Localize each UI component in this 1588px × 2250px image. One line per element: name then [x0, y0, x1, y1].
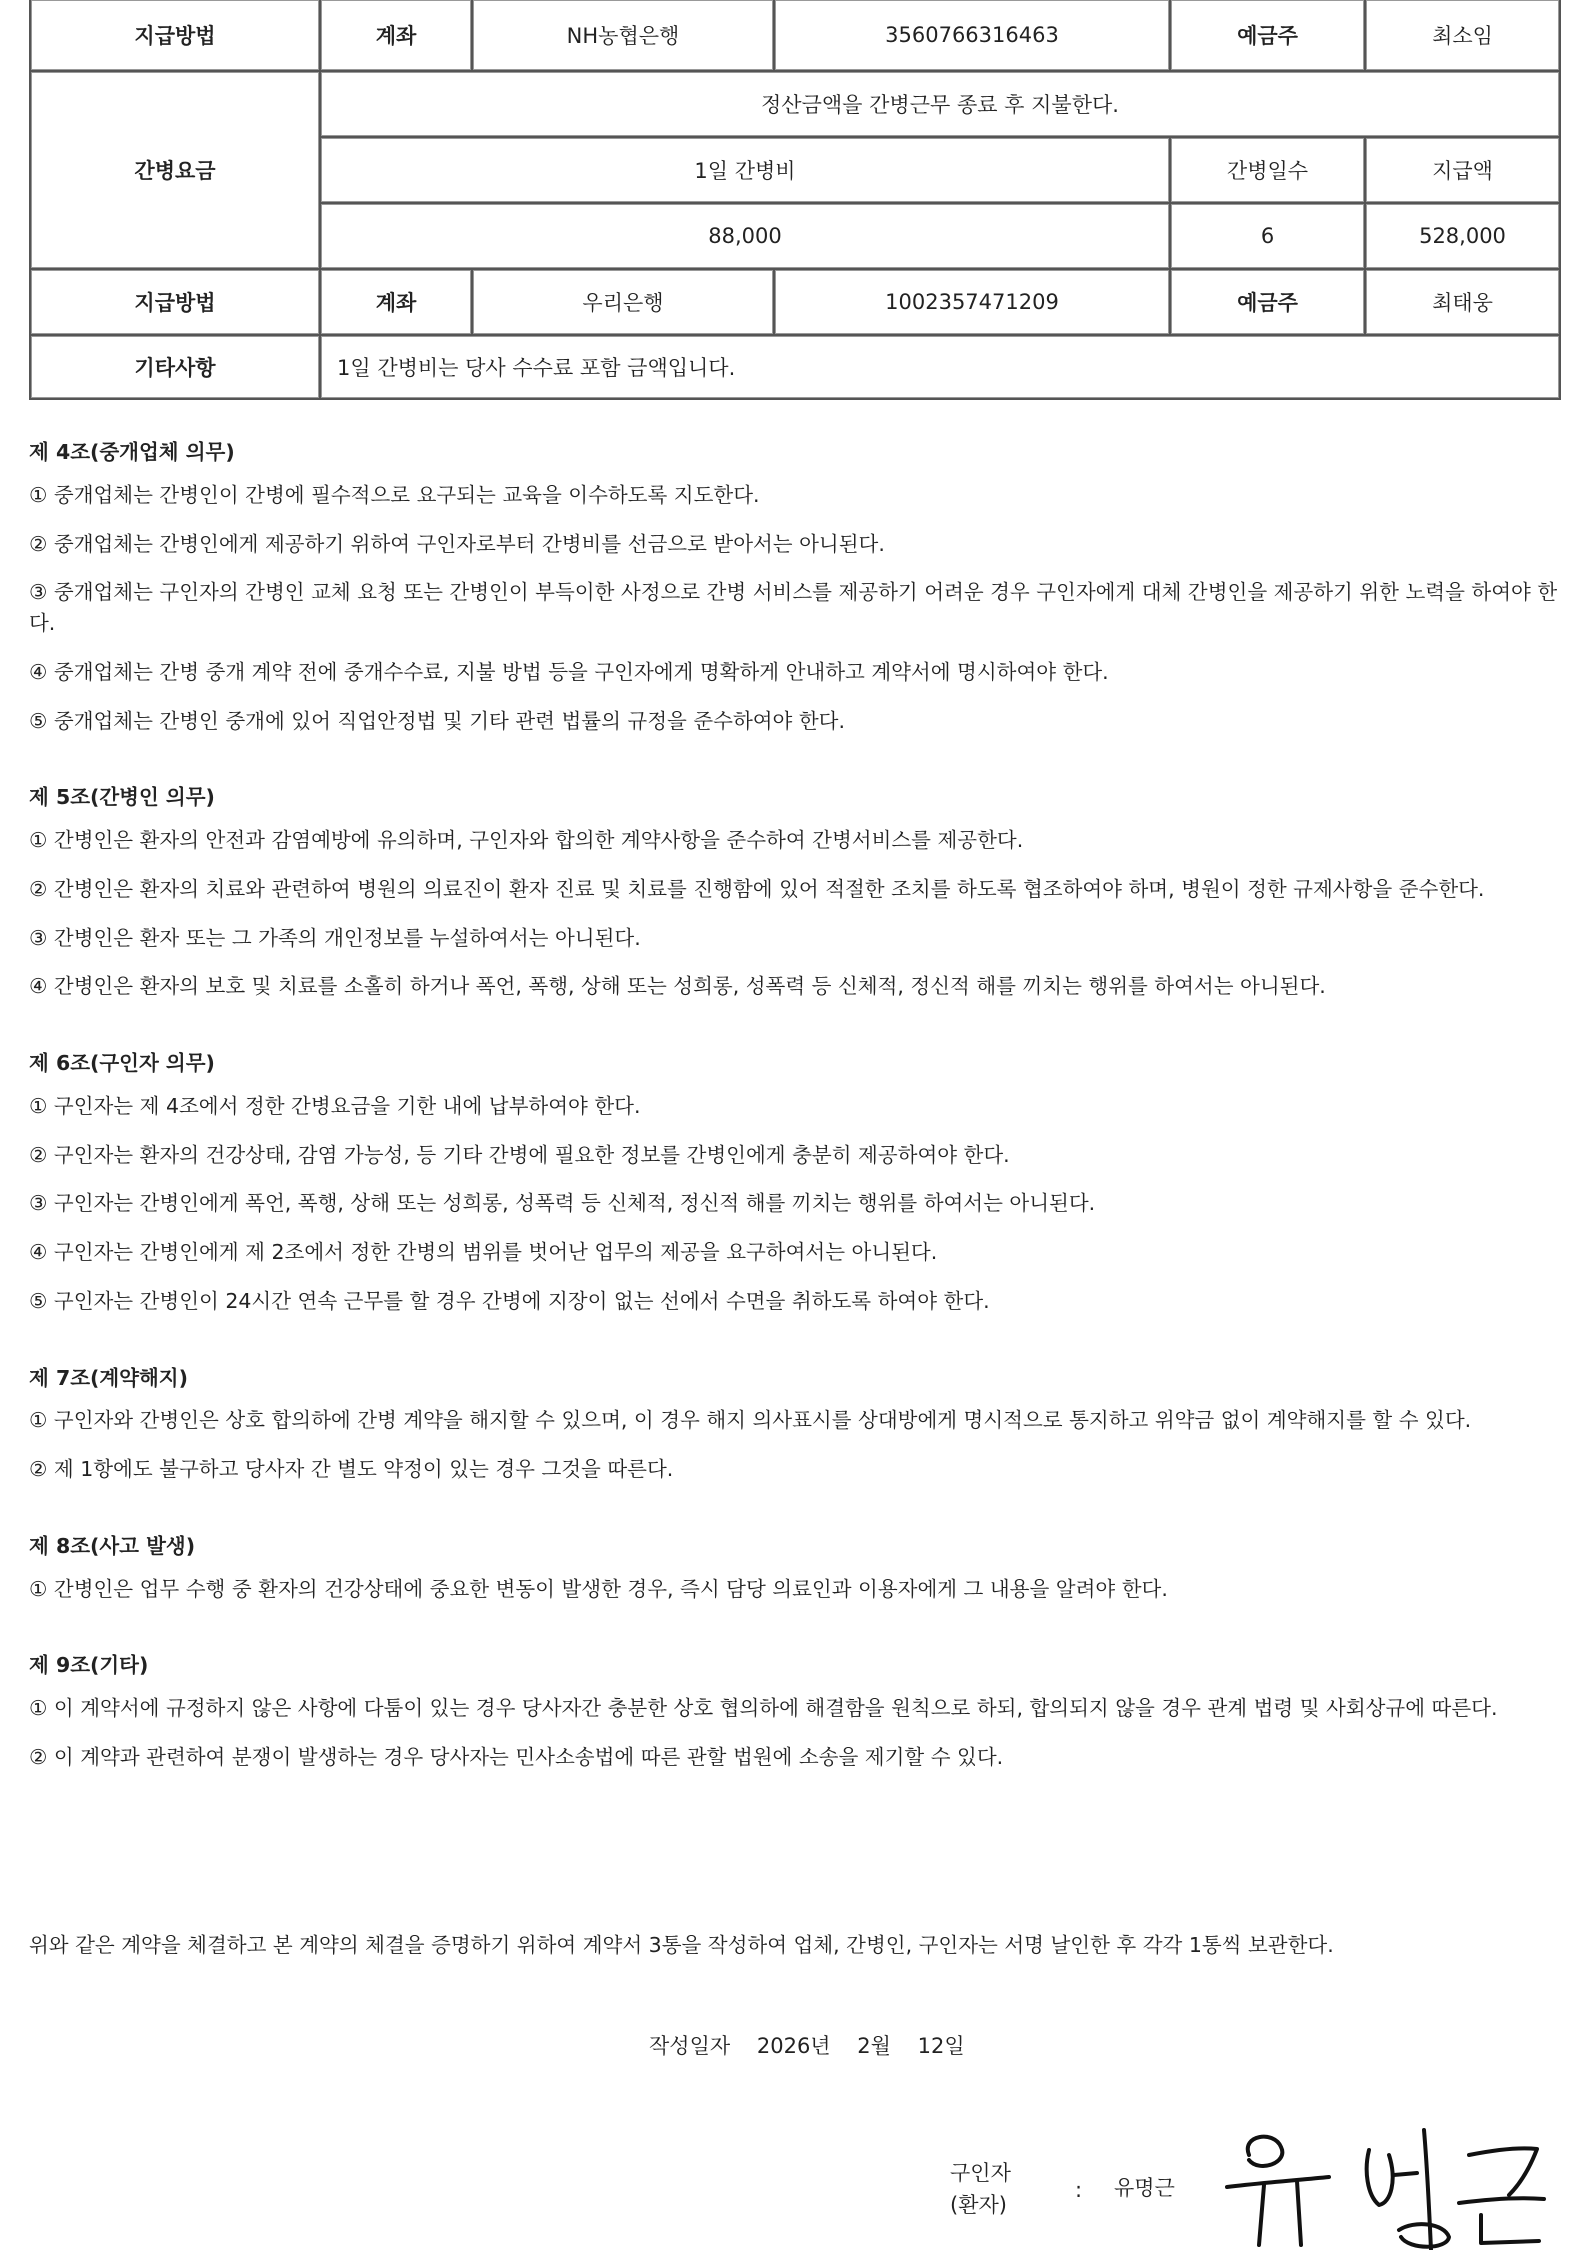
fee-label: 간병요금	[30, 71, 320, 269]
section-article-5	[29, 782, 1559, 1002]
clause: ① 중개업체는 간병인이 간병에 필수적으로 요구되는 교육을 이수하도록 지도한다.	[29, 482, 760, 507]
clause: ① 간병인은 업무 수행 중 환자의 건강상태에 중요한 변동이 발생한 경우, 즉시 담당 의료인과 이용자에게 그 내용을 알려야 한다.	[29, 1576, 1168, 1601]
payment-type: 계좌	[320, 0, 472, 71]
signer-name: 유명근	[1114, 2176, 1175, 2200]
etc-row	[30, 335, 1560, 399]
date-day: 12일	[917, 2034, 965, 2058]
handwritten-signature	[1219, 2125, 1549, 2250]
fee-note-row	[30, 71, 1560, 137]
daily-fee-value: 88,000	[320, 203, 1170, 269]
payment-method-label: 지급방법	[30, 269, 320, 335]
payment-method-row-2	[30, 269, 1560, 335]
etc-text: 1일 간병비는 당사 수수료 포함 금액입니다.	[320, 335, 1560, 399]
clause: ① 이 계약서에 규정하지 않은 사항에 다툼이 있는 경우 당사자간 충분한 상호 협의하에 해결함을 원칙으로 하되, 합의되지 않을 경우 관계 법령 및 사회상규에 따른다.	[29, 1696, 1498, 1720]
payment-table	[29, 0, 1561, 400]
bank-name: 우리은행	[472, 269, 774, 335]
clause: ④ 중개업체는 간병 중개 계약 전에 중개수수료, 지불 방법 등을 구인자에게 명확하게 안내하고 계약서에 명시하여야 한다.	[29, 659, 1109, 684]
days-value: 6	[1170, 203, 1365, 269]
account-holder: 최소임	[1365, 0, 1560, 71]
payment-method-label: 지급방법	[30, 0, 320, 71]
section-title: 제 9조(기타)	[29, 1653, 149, 1678]
section-article-4	[29, 437, 1559, 736]
section-title: 제 4조(중개업체 의무)	[29, 440, 235, 464]
clause: ⑤ 구인자는 간병인이 24시간 연속 근무를 할 경우 간병에 지장이 없는 선에서 수면을 취하도록 하여야 한다.	[29, 1288, 990, 1313]
days-header: 간병일수	[1170, 137, 1365, 203]
date-month: 2월	[857, 2034, 891, 2058]
closing-statement: 위와 같은 계약을 체결하고 본 계약의 체결을 증명하기 위하여 계약서 3통을 작성하여 업체, 간병인, 구인자는 서명 날인한 후 각각 1통씩 보관한다.	[29, 1933, 1334, 1957]
clause: ② 구인자는 환자의 건강상태, 감염 가능성, 등 기타 간병에 필요한 정보를 간병인에게 충분히 제공하여야 한다.	[29, 1142, 1010, 1167]
section-article-6	[29, 1048, 1559, 1317]
amount-value: 528,000	[1365, 203, 1560, 269]
section-title: 제 7조(계약해지)	[29, 1365, 188, 1390]
daily-fee-header: 1일 간병비	[320, 137, 1170, 203]
clause: ③ 구인자는 간병인에게 폭언, 폭행, 상해 또는 성희롱, 성폭력 등 신체적, 정신적 해를 끼치는 행위를 하여서는 아니된다.	[29, 1191, 1096, 1216]
clause: ② 중개업체는 간병인에게 제공하기 위하여 구인자로부터 간병비를 선금으로 받아서는 아니된다.	[29, 531, 885, 556]
clause: ② 제 1항에도 불구하고 당사자 간 별도 약정이 있는 경우 그것을 따른다.	[29, 1457, 674, 1481]
clause: ④ 구인자는 간병인에게 제 2조에서 정한 간병의 범위를 벗어난 업무의 제공을 요구하여서는 아니된다.	[29, 1240, 938, 1264]
section-title: 제 6조(구인자 의무)	[29, 1051, 215, 1075]
signer-role-sub: (환자)	[950, 2192, 1007, 2217]
section-title: 제 5조(간병인 의무)	[29, 785, 215, 810]
clause: ① 구인자는 제 4조에서 정한 간병요금을 기한 내에 납부하여야 한다.	[29, 1093, 641, 1118]
clause: ② 이 계약과 관련하여 분쟁이 발생하는 경우 당사자는 민사소송법에 따른 관할 법원에 소송을 제기할 수 있다.	[29, 1744, 1004, 1769]
amount-header: 지급액	[1365, 137, 1560, 203]
signer-colon: :	[1075, 2178, 1083, 2202]
section-title: 제 8조(사고 발생)	[29, 1533, 196, 1558]
clause: ③ 중개업체는 구인자의 간병인 교체 요청 또는 간병인이 부득이한 사정으로 간병 서비스를 제공하기 어려운 경우 구인자에게 대체 간병인을 제공하기 위한 노력을 하여야 한다.	[29, 580, 1558, 635]
payment-type: 계좌	[320, 269, 472, 335]
clause: ③ 간병인은 환자 또는 그 가족의 개인정보를 누설하여서는 아니된다.	[29, 925, 641, 950]
date-year: 2026년	[756, 2034, 831, 2058]
clause: ④ 간병인은 환자의 보호 및 치료를 소홀히 하거나 폭언, 폭행, 상해 또는 성희롱, 성폭력 등 신체적, 정신적 해를 끼치는 행위를 하여서는 아니된다.	[29, 974, 1326, 999]
account-holder-label: 예금주	[1170, 269, 1365, 335]
clause: ① 간병인은 환자의 안전과 감염예방에 유의하며, 구인자와 합의한 계약사항을 준수하여 간병서비스를 제공한다.	[29, 828, 1024, 852]
account-number: 1002357471209	[774, 269, 1170, 335]
section-article-7	[29, 1363, 1559, 1485]
signer-role-label: 구인자	[950, 2161, 1011, 2185]
signing-date	[649, 2030, 965, 2060]
account-number: 3560766316463	[774, 0, 1170, 71]
etc-label: 기타사항	[30, 335, 320, 399]
date-label: 작성일자	[649, 2034, 731, 2058]
contract-clauses	[29, 437, 1559, 1819]
clause: ① 구인자와 간병인은 상호 합의하에 간병 계약을 해지할 수 있으며, 이 경우 해지 의사표시를 상대방에게 명시적으로 통지하고 위약금 없이 계약해지를 할 수 있다.	[29, 1408, 1472, 1433]
bank-name: NH농협은행	[472, 0, 774, 71]
account-holder-label: 예금주	[1170, 0, 1365, 71]
clause: ② 간병인은 환자의 치료와 관련하여 병원의 의료진이 환자 진료 및 치료를 진행함에 있어 적절한 조치를 하도록 협조하여야 하며, 병원이 정한 규제사항을 준수한다.	[29, 876, 1485, 901]
section-article-8	[29, 1531, 1559, 1605]
clause: ⑤ 중개업체는 간병인 중개에 있어 직업안정법 및 기타 관련 법률의 규정을 준수하여야 한다.	[29, 708, 845, 733]
payment-method-row-1	[30, 0, 1560, 71]
account-holder: 최태웅	[1365, 269, 1560, 335]
section-article-9	[29, 1650, 1559, 1772]
fee-note: 정산금액을 간병근무 종료 후 지불한다.	[320, 71, 1560, 137]
signer-role	[950, 2158, 1011, 2221]
